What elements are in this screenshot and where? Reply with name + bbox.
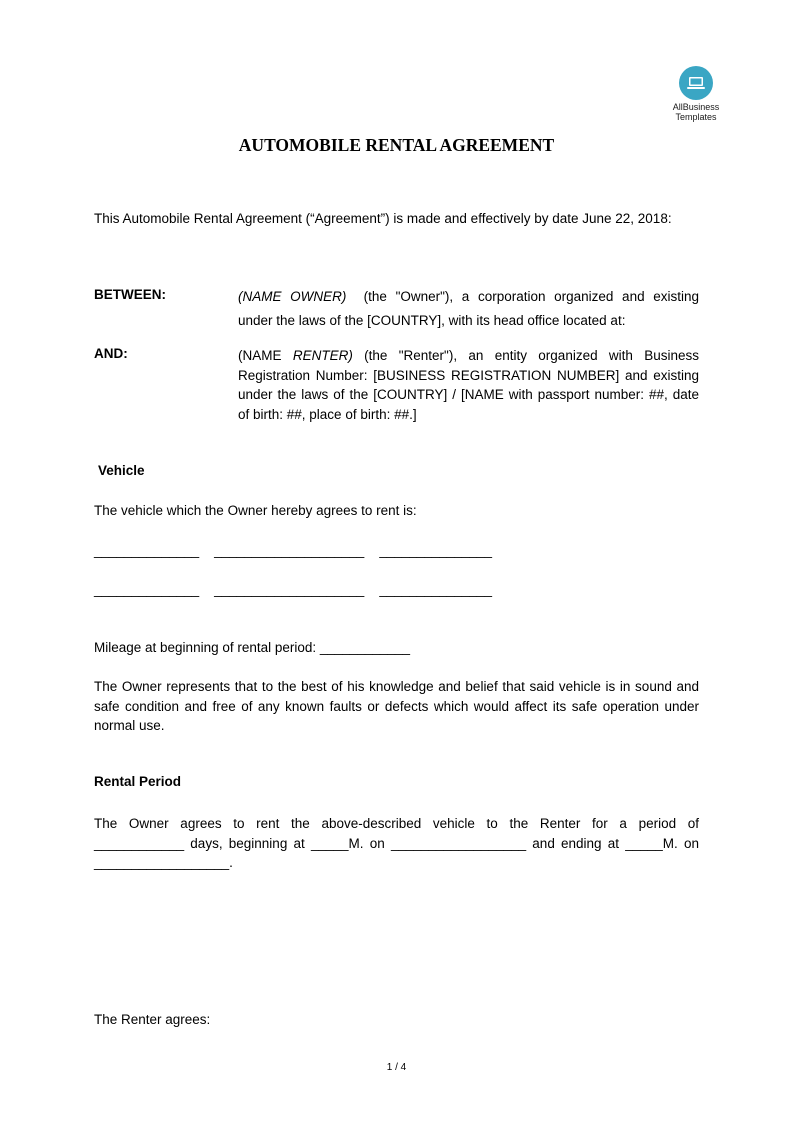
condition-paragraph: The Owner represents that to the best of his knowledge and belief that said vehicle is in sound and safe condition and free of any known faults or defects which would affect its safe operation under normal use. bbox=[94, 679, 699, 733]
renter-agrees-line: The Renter agrees: bbox=[94, 1012, 211, 1027]
vehicle-blank-2-2[interactable]: ____________________ bbox=[214, 582, 365, 597]
and-label: AND: bbox=[94, 346, 128, 361]
between-line2: under the laws of the [COUNTRY], with its head office located at: bbox=[238, 312, 626, 328]
vehicle-blank-1-3[interactable]: _______________ bbox=[379, 543, 492, 558]
vehicle-intro: The vehicle which the Owner hereby agrees to rent is: bbox=[94, 503, 417, 518]
laptop-icon bbox=[679, 66, 713, 100]
vehicle-blank-row-1 bbox=[94, 543, 492, 558]
and-text bbox=[238, 346, 699, 424]
rental-period-line2: ____________ days, beginning at _____M. on __________________ and ending at _____M. on bbox=[94, 835, 699, 851]
intro-paragraph: This Automobile Rental Agreement (“Agreement”) is made and effectively by date June 22, 2018: bbox=[94, 211, 672, 226]
document-title: AUTOMOBILE RENTAL AGREEMENT bbox=[238, 135, 555, 155]
renter-open: (NAME bbox=[238, 348, 293, 363]
vehicle-blank-row-2 bbox=[94, 582, 492, 597]
vehicle-heading: Vehicle bbox=[98, 463, 145, 478]
rental-period-line1: The Owner agrees to rent the above-described vehicle to the Renter for a period of bbox=[94, 816, 699, 831]
between-line1: (the "Owner"), a corporation organized and existing bbox=[363, 289, 699, 304]
vehicle-blank-1-1[interactable]: ______________ bbox=[94, 543, 200, 558]
rental-period-paragraph bbox=[94, 814, 699, 873]
renter-name-placeholder: RENTER) bbox=[292, 348, 353, 363]
rental-period-line3: __________________. bbox=[94, 855, 233, 870]
between-label: BETWEEN: bbox=[94, 287, 166, 302]
vehicle-blank-1-2[interactable]: ____________________ bbox=[214, 543, 365, 558]
rental-period-heading: Rental Period bbox=[94, 774, 182, 789]
and-text-rest: (the "Renter"), an entity organized with Business Registration Number: [BUSINESS REGISTRATION NUMBER] and existing under the laws of the [COUNTRY] / [NAME with passport number: ##, date of birth: ##, place of birth: ##.] bbox=[238, 348, 700, 422]
owner-name-placeholder: (NAME OWNER) bbox=[238, 289, 347, 304]
logo-text-line2: Templates bbox=[675, 112, 717, 122]
vehicle-blank-2-1[interactable]: ______________ bbox=[94, 582, 200, 597]
page-number: 1 / 4 bbox=[386, 1062, 407, 1073]
logo-text-line1: AllBusiness bbox=[672, 102, 720, 112]
between-text bbox=[238, 287, 699, 330]
vehicle-blank-2-3[interactable]: _______________ bbox=[379, 582, 492, 597]
mileage-line: Mileage at beginning of rental period: ____________ bbox=[94, 640, 410, 655]
allbusiness-logo bbox=[668, 66, 724, 122]
